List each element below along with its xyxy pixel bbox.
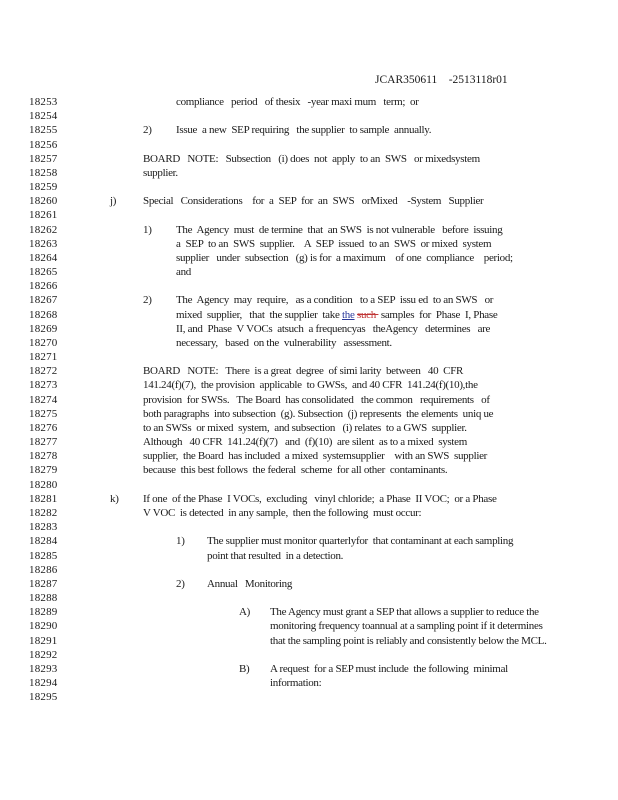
line-number: 18274	[29, 393, 58, 406]
line-number: 18287	[29, 577, 58, 590]
line-text: Issue a new SEP requiring the supplier to sample annually.	[176, 124, 432, 137]
document-line	[0, 408, 618, 422]
line-number: 18292	[29, 648, 58, 661]
line-number: 18260	[29, 195, 58, 208]
line-text: The Agency must grant a SEP that allows a supplier to reduce the	[270, 606, 539, 619]
line-text: that the sampling point is reliably and consistently below the MCL.	[270, 634, 547, 647]
document-line	[0, 351, 618, 365]
document-line	[0, 464, 618, 478]
line-text: supplier under subsection (g) is for a maximum of one compliance period;	[176, 251, 513, 264]
document-line	[0, 209, 618, 223]
document-line	[0, 564, 618, 578]
document-line	[0, 167, 618, 181]
document-line	[0, 592, 618, 606]
outline-label: B)	[239, 662, 250, 675]
document-line	[0, 124, 618, 138]
line-text: Special Considerations for a SEP for an SWS orMixed -System Supplier	[143, 195, 484, 208]
line-text: V VOC is detected in any sample, then the following must occur:	[143, 506, 422, 519]
document-line	[0, 493, 618, 507]
document-line	[0, 266, 618, 280]
line-number: 18270	[29, 336, 58, 349]
line-text: monitoring frequency toannual at a sampling point if it determines	[270, 620, 543, 633]
document-header: JCAR350611 -2513118r01	[375, 74, 508, 86]
line-number: 18255	[29, 124, 58, 137]
document-line	[0, 479, 618, 493]
document-line	[0, 691, 618, 705]
line-text: Although 40 CFR 141.24(f)(7) and (f)(10) are silent as to a mixed system	[143, 436, 467, 449]
line-text: supplier.	[143, 166, 178, 179]
line-number: 18280	[29, 478, 58, 491]
line-number: 18283	[29, 521, 58, 534]
outline-label: 1)	[143, 223, 152, 236]
line-number: 18291	[29, 634, 58, 647]
document-line	[0, 620, 618, 634]
document-line	[0, 139, 618, 153]
line-text: information:	[270, 677, 322, 690]
line-number: 18256	[29, 138, 58, 151]
line-text: 141.24(f)(7), the provision applicable to GWSs, and 40 CFR 141.24(f)(10),the	[143, 379, 478, 392]
outline-label: 2)	[176, 577, 185, 590]
line-number: 18253	[29, 96, 58, 108]
document-line	[0, 96, 618, 110]
line-text: a SEP to an SWS supplier. A SEP issued to an SWS or mixed system	[176, 237, 492, 250]
document-line	[0, 153, 618, 167]
document-line	[0, 309, 618, 323]
document-line	[0, 436, 618, 450]
plain-text: samples for Phase I, Phase	[378, 308, 498, 321]
document-line	[0, 677, 618, 691]
line-number: 18285	[29, 549, 58, 562]
line-text: Annual Monitoring	[207, 577, 293, 590]
line-text: The supplier must monitor quarterlyfor that contaminant at each sampling	[207, 535, 514, 548]
line-number: 18288	[29, 592, 58, 605]
document-line	[0, 280, 618, 294]
line-number: 18262	[29, 223, 58, 236]
line-number: 18261	[29, 209, 58, 222]
document-line	[0, 110, 618, 124]
outline-label: 2)	[143, 124, 152, 137]
document-line	[0, 394, 618, 408]
document-line	[0, 422, 618, 436]
line-number: 18272	[29, 365, 58, 378]
line-number: 18279	[29, 464, 58, 477]
line-text: If one of the Phase I VOCs, excluding vinyl chloride; a Phase II VOC; or a Phase	[143, 492, 497, 505]
line-number: 18271	[29, 351, 58, 364]
outline-label: A)	[239, 606, 251, 619]
outline-label: 2)	[143, 294, 152, 307]
outline-label: k)	[110, 492, 119, 505]
line-number: 18278	[29, 450, 58, 463]
line-number: 18294	[29, 677, 58, 690]
deleted-text: such	[357, 308, 379, 321]
line-number: 18276	[29, 421, 58, 434]
line-number: 18257	[29, 152, 58, 165]
document-line	[0, 224, 618, 238]
line-number: 18254	[29, 110, 58, 123]
document-line	[0, 521, 618, 535]
line-text: A request for a SEP must include the following minimal	[270, 662, 508, 675]
document-line	[0, 535, 618, 549]
line-text: point that resulted in a detection.	[207, 549, 344, 562]
line-number: 18264	[29, 251, 58, 264]
line-number: 18263	[29, 237, 58, 250]
line-number: 18266	[29, 280, 58, 293]
document-line	[0, 550, 618, 564]
document-line	[0, 238, 618, 252]
line-number: 18277	[29, 436, 58, 449]
line-text	[176, 309, 497, 321]
outline-label: j)	[110, 195, 117, 208]
line-text: The Agency must de termine that an SWS is not vulnerable before issuing	[176, 223, 503, 236]
line-number: 18273	[29, 379, 58, 392]
document-line	[0, 379, 618, 393]
document-line	[0, 365, 618, 379]
document-line	[0, 337, 618, 351]
line-text: both paragraphs into subsection (g). Subsection (j) represents the elements uniq ue	[143, 407, 494, 420]
line-number: 18259	[29, 181, 58, 194]
document-line	[0, 663, 618, 677]
document-line	[0, 294, 618, 308]
line-number: 18286	[29, 563, 58, 576]
line-number: 18295	[29, 691, 58, 704]
outline-label: 1)	[176, 535, 185, 548]
line-text: because this best follows the federal scheme for all other contaminants.	[143, 464, 448, 477]
line-number: 18267	[29, 294, 58, 307]
line-text: II, and Phase V VOCs atsuch a frequencyas theAgency determines are	[176, 322, 491, 335]
document-line	[0, 195, 618, 209]
document-line	[0, 606, 618, 620]
line-number: 18268	[29, 308, 58, 321]
line-number: 18282	[29, 506, 58, 519]
plain-text: mixed supplier, that the supplier take	[176, 308, 342, 321]
document-line	[0, 181, 618, 195]
document-line	[0, 450, 618, 464]
document-line	[0, 649, 618, 663]
line-number: 18289	[29, 606, 58, 619]
line-text: compliance period of thesix -year maxi mum term; or	[176, 96, 419, 108]
document-line	[0, 252, 618, 266]
document-line	[0, 323, 618, 337]
document-line	[0, 635, 618, 649]
line-number: 18284	[29, 535, 58, 548]
line-text: The Agency may require, as a condition to a SEP issu ed to an SWS or	[176, 294, 494, 307]
line-text: supplier, the Board has included a mixed systemsupplier with an SWS supplier	[143, 450, 488, 463]
line-text: and	[176, 266, 191, 279]
line-number: 18265	[29, 266, 58, 279]
line-text: necessary, based on the vulnerability assessment.	[176, 336, 392, 349]
line-text: provision for SWSs. The Board has consolidated the common requirements of	[143, 393, 490, 406]
line-number: 18281	[29, 492, 58, 505]
line-number: 18275	[29, 407, 58, 420]
line-text: BOARD NOTE: Subsection (i) does not apply to an SWS or mixedsystem	[143, 152, 480, 165]
document-lines	[0, 96, 618, 705]
line-text: BOARD NOTE: There is a great degree of simi larity between 40 CFR	[143, 365, 464, 378]
inserted-text: the	[342, 308, 355, 321]
line-number: 18293	[29, 662, 58, 675]
document-line	[0, 507, 618, 521]
line-text: to an SWSs or mixed system, and subsection (i) relates to a GWS supplier.	[143, 421, 467, 434]
line-number: 18269	[29, 322, 58, 335]
document-line	[0, 578, 618, 592]
line-number: 18258	[29, 166, 58, 179]
line-number: 18290	[29, 620, 58, 633]
